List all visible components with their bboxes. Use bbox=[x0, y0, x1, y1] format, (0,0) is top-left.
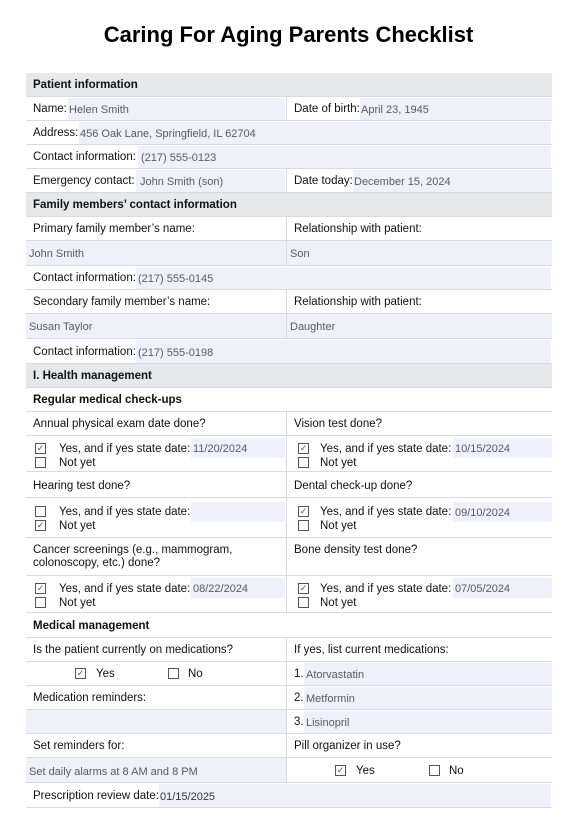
check-icon: ✓ bbox=[299, 583, 308, 593]
pill-organizer-label: Pill organizer in use? bbox=[294, 740, 401, 752]
yes-date-label: Yes, and if yes state date: bbox=[320, 506, 452, 518]
primary-name-value: John Smith bbox=[29, 248, 85, 260]
bone-answer-cell bbox=[286, 576, 552, 612]
prescription-date-field[interactable] bbox=[159, 784, 551, 807]
row-secondary-values bbox=[26, 314, 552, 339]
check-icon: ✓ bbox=[36, 583, 45, 593]
contact-label: Contact information: bbox=[33, 272, 136, 284]
field-background bbox=[26, 710, 286, 733]
section-family-contacts bbox=[26, 193, 552, 217]
med1-cell bbox=[286, 662, 552, 685]
name-value: Helen Smith bbox=[69, 104, 129, 116]
meds-yes-label: Yes bbox=[96, 668, 115, 680]
annual-date-value: 11/20/2024 bbox=[193, 443, 248, 455]
med2-value: Metformin bbox=[306, 693, 355, 705]
page-title: Caring For Aging Parents Checklist bbox=[103, 22, 474, 47]
check-icon: ✓ bbox=[36, 520, 45, 530]
meds-no-label: No bbox=[188, 668, 203, 680]
vision-question-cell bbox=[286, 412, 552, 435]
not-yet-label: Not yet bbox=[59, 597, 96, 609]
row-primary-contact bbox=[26, 266, 552, 290]
bone-question-cell bbox=[286, 538, 552, 575]
dental-question-cell bbox=[286, 472, 552, 497]
secondary-name-label: Secondary family member’s name: bbox=[33, 296, 211, 308]
date-today-value: December 15, 2024 bbox=[354, 176, 451, 188]
bone-yes-checkbox[interactable] bbox=[298, 583, 309, 594]
date-today-label: Date today: bbox=[294, 175, 353, 187]
pill-yes-checkbox[interactable] bbox=[335, 765, 346, 776]
med1-number: 1. bbox=[294, 668, 304, 680]
row-primary-values bbox=[26, 241, 552, 266]
yes-date-label: Yes, and if yes state date: bbox=[59, 506, 191, 518]
bone-date-value: 07/05/2024 bbox=[455, 583, 511, 595]
secondary-contact-value: (217) 555-0198 bbox=[138, 347, 214, 359]
annual-yes-checkbox[interactable] bbox=[35, 443, 46, 454]
vision-question: Vision test done? bbox=[294, 418, 383, 430]
field-background bbox=[287, 241, 552, 265]
subsection-checkups bbox=[26, 388, 552, 412]
primary-name-field[interactable] bbox=[26, 241, 286, 265]
dob-label: Date of birth: bbox=[294, 103, 360, 115]
yes-date-label: Yes, and if yes state date: bbox=[59, 583, 191, 595]
row-set-reminders-labels bbox=[26, 734, 552, 758]
dental-yes-checkbox[interactable] bbox=[298, 506, 309, 517]
cancer-question: Cancer screenings (e.g., mammogram, colonoscopy, etc.) done? bbox=[33, 544, 233, 569]
primary-relationship-field[interactable] bbox=[286, 241, 552, 265]
hearing-question: Hearing test done? bbox=[33, 480, 131, 492]
row-cancer-bone-a bbox=[26, 576, 552, 613]
vision-not-yet-checkbox[interactable] bbox=[298, 457, 309, 468]
not-yet-label: Not yet bbox=[320, 457, 357, 469]
med2-cell bbox=[286, 686, 552, 709]
not-yet-label: Not yet bbox=[320, 597, 357, 609]
set-reminders-value: Set daily alarms at 8 AM and 8 PM bbox=[29, 766, 198, 778]
address-label: Address: bbox=[33, 127, 79, 139]
cancer-answer-cell bbox=[26, 576, 286, 612]
list-meds-question-cell bbox=[286, 638, 552, 661]
dob-cell bbox=[286, 97, 552, 120]
primary-name-label: Primary family member’s name: bbox=[33, 223, 195, 235]
primary-name-label-cell bbox=[26, 217, 286, 240]
row-annual-vision-a bbox=[26, 436, 552, 472]
primary-relationship-value: Son bbox=[290, 248, 310, 260]
name-cell bbox=[26, 97, 286, 120]
hearing-yes-checkbox[interactable] bbox=[35, 506, 46, 517]
yes-date-label: Yes, and if yes state date: bbox=[59, 443, 191, 455]
subsection-medical-management bbox=[26, 613, 552, 638]
med1-value: Atorvastatin bbox=[306, 669, 365, 681]
dental-question: Dental check-up done? bbox=[294, 480, 413, 492]
contact-cell bbox=[26, 145, 552, 168]
reminders-label-cell bbox=[26, 686, 286, 709]
contact-value: (217) 555-0123 bbox=[141, 152, 217, 164]
reminders-field[interactable] bbox=[26, 710, 286, 733]
primary-contact-value: (217) 555-0145 bbox=[138, 273, 214, 285]
med3-cell bbox=[286, 710, 552, 733]
secondary-contact-cell bbox=[26, 339, 552, 363]
meds-no-checkbox[interactable] bbox=[168, 668, 179, 679]
check-icon: ✓ bbox=[299, 443, 308, 453]
hearing-date-field[interactable] bbox=[191, 502, 285, 522]
pill-organizer-label-cell bbox=[286, 734, 552, 757]
med3-value: Lisinopril bbox=[306, 717, 350, 729]
dental-not-yet-checkbox[interactable] bbox=[298, 520, 309, 531]
primary-relationship-label-cell bbox=[286, 217, 552, 240]
address-cell bbox=[26, 121, 552, 144]
not-yet-label: Not yet bbox=[59, 457, 96, 469]
contact-label: Contact information: bbox=[33, 151, 136, 163]
emergency-label: Emergency contact: bbox=[33, 175, 135, 187]
check-icon: ✓ bbox=[76, 668, 85, 678]
section-title: I. Health management bbox=[33, 370, 152, 382]
relationship-label: Relationship with patient: bbox=[294, 296, 422, 308]
subsection-title: Regular medical check-ups bbox=[33, 394, 182, 406]
yes-date-label: Yes, and if yes state date: bbox=[320, 583, 452, 595]
row-hearing-dental-q bbox=[26, 472, 552, 498]
row-reminders-field bbox=[26, 710, 552, 734]
annual-question-cell bbox=[26, 412, 286, 435]
row-prescription-review bbox=[26, 783, 552, 808]
annual-answer-cell bbox=[26, 436, 286, 471]
row-hearing-dental-a bbox=[26, 498, 552, 538]
cancer-date-value: 08/22/2024 bbox=[193, 583, 249, 595]
relationship-label: Relationship with patient: bbox=[294, 223, 422, 235]
hearing-answer-cell bbox=[26, 498, 286, 537]
check-icon: ✓ bbox=[299, 506, 308, 516]
hearing-question-cell bbox=[26, 472, 286, 497]
annual-not-yet-checkbox[interactable] bbox=[35, 457, 46, 468]
dental-date-value: 09/10/2024 bbox=[455, 507, 511, 519]
dental-answer-cell bbox=[286, 498, 552, 537]
section-title: Family members’ contact information bbox=[33, 199, 237, 211]
row-name-dob bbox=[26, 97, 552, 121]
yes-date-label: Yes, and if yes state date: bbox=[320, 443, 452, 455]
section-health-management bbox=[26, 364, 552, 388]
row-reminders bbox=[26, 686, 552, 710]
check-icon: ✓ bbox=[336, 765, 345, 775]
name-label: Name: bbox=[33, 103, 67, 115]
prescription-date-value: 01/15/2025 bbox=[160, 791, 216, 803]
secondary-relationship-value: Daughter bbox=[290, 321, 336, 333]
pill-yes-label: Yes bbox=[356, 765, 375, 777]
set-reminders-label: Set reminders for: bbox=[33, 740, 125, 752]
bone-not-yet-checkbox[interactable] bbox=[298, 597, 309, 608]
list-meds-question: If yes, list current medications: bbox=[294, 644, 449, 656]
dob-value: April 23, 1945 bbox=[361, 104, 429, 116]
emergency-value: John Smith (son) bbox=[140, 176, 224, 188]
row-address bbox=[26, 121, 552, 145]
section-patient-info bbox=[26, 73, 552, 97]
secondary-name-value: Susan Taylor bbox=[29, 321, 93, 333]
on-meds-answer-cell bbox=[26, 662, 286, 685]
row-meds-yesno bbox=[26, 662, 552, 686]
subsection-title: Medical management bbox=[33, 620, 150, 632]
contact-label: Contact information: bbox=[33, 346, 136, 358]
primary-contact-cell bbox=[26, 266, 552, 289]
vision-date-value: 10/15/2024 bbox=[455, 443, 511, 455]
date-today-cell bbox=[286, 169, 552, 192]
secondary-name-label-cell bbox=[26, 290, 286, 313]
set-reminders-field[interactable] bbox=[26, 758, 286, 782]
check-icon: ✓ bbox=[36, 443, 45, 453]
cancer-question-cell bbox=[26, 538, 286, 575]
row-secondary-labels bbox=[26, 290, 552, 314]
meds-yes-checkbox[interactable] bbox=[75, 668, 86, 679]
set-reminders-label-cell bbox=[26, 734, 286, 757]
prescription-review-cell bbox=[26, 783, 552, 807]
vision-yes-checkbox[interactable] bbox=[298, 443, 309, 454]
annual-question: Annual physical exam date done? bbox=[33, 418, 206, 430]
vision-answer-cell bbox=[286, 436, 552, 471]
row-annual-vision-q bbox=[26, 412, 552, 436]
pill-organizer-answer-cell bbox=[286, 758, 552, 782]
row-secondary-contact bbox=[26, 339, 552, 364]
not-yet-label: Not yet bbox=[59, 520, 96, 532]
secondary-relationship-field[interactable] bbox=[286, 314, 552, 338]
section-title: Patient information bbox=[33, 79, 138, 91]
reminders-label: Medication reminders: bbox=[33, 692, 147, 704]
med3-number: 3. bbox=[294, 716, 304, 728]
prescription-label: Prescription review date: bbox=[33, 790, 159, 802]
secondary-name-field[interactable] bbox=[26, 314, 286, 338]
med2-number: 2. bbox=[294, 692, 304, 704]
row-contact bbox=[26, 145, 552, 169]
cancer-yes-checkbox[interactable] bbox=[35, 583, 46, 594]
row-emergency bbox=[26, 169, 552, 193]
bone-question: Bone density test done? bbox=[294, 544, 418, 556]
on-meds-question: Is the patient currently on medications? bbox=[33, 644, 234, 656]
on-meds-question-cell bbox=[26, 638, 286, 661]
emergency-cell bbox=[26, 169, 286, 192]
secondary-relationship-label-cell bbox=[286, 290, 552, 313]
cancer-not-yet-checkbox[interactable] bbox=[35, 597, 46, 608]
address-value: 456 Oak Lane, Springfield, IL 62704 bbox=[80, 128, 256, 140]
row-cancer-bone-q bbox=[26, 538, 552, 576]
hearing-not-yet-checkbox[interactable] bbox=[35, 520, 46, 531]
pill-no-checkbox[interactable] bbox=[429, 765, 440, 776]
row-primary-labels bbox=[26, 217, 552, 241]
row-meds-q bbox=[26, 638, 552, 662]
row-set-reminders-values bbox=[26, 758, 552, 783]
not-yet-label: Not yet bbox=[320, 520, 357, 532]
pill-no-label: No bbox=[449, 765, 464, 777]
